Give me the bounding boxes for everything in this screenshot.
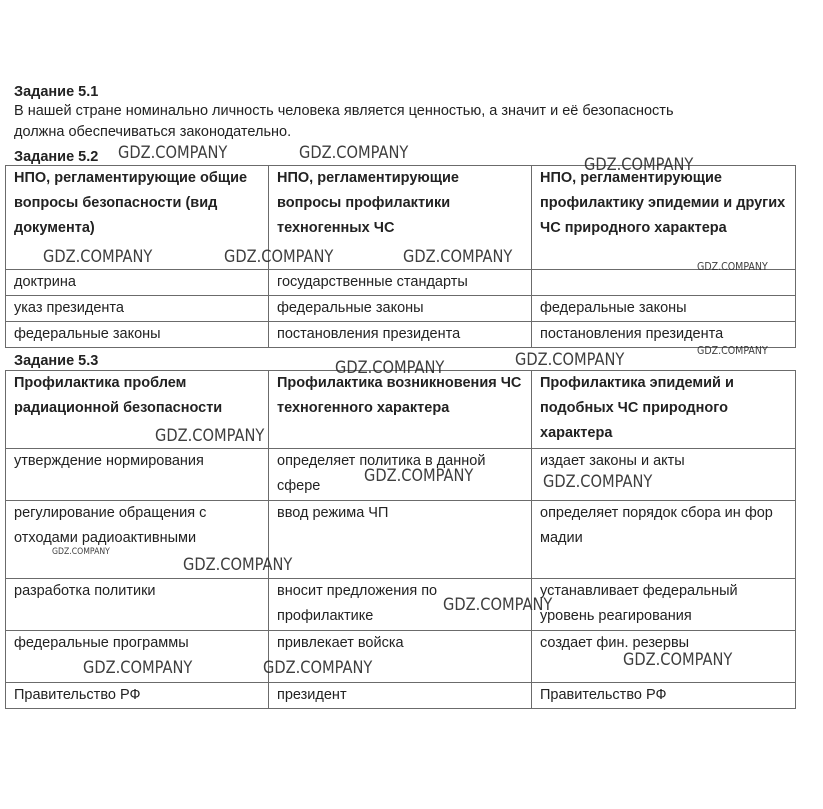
watermark: GDZ.COMPANY <box>584 155 694 175</box>
table-cell: вносит предложения по профилактике <box>269 579 532 631</box>
table-cell: ввод режима ЧП <box>269 501 532 579</box>
table-cell: Правительство РФ <box>6 683 269 709</box>
watermark: GDZ.COMPANY <box>118 143 228 163</box>
task-5-1-line-1: В нашей стране номинально личность человека является ценностью, а значит и её безопасность <box>14 103 674 119</box>
watermark: GDZ.COMPANY <box>224 247 334 267</box>
table-cell: издает законы и акты <box>532 449 796 501</box>
header-cell: Профилактика проблем радиационной безопасности <box>6 371 269 449</box>
watermark: GDZ.COMPANY <box>183 555 293 575</box>
watermark: GDZ.COMPANY <box>364 466 474 486</box>
table-row <box>6 579 796 631</box>
table-cell: указ президента <box>6 296 269 322</box>
table-cell: Правительство РФ <box>532 683 796 709</box>
table-cell: постановления президента <box>532 322 796 348</box>
table-cell: создает фин. резервы <box>532 631 796 683</box>
table-cell: доктрина <box>6 270 269 296</box>
watermark: GDZ.COMPANY <box>299 143 409 163</box>
table-header-row <box>6 371 796 449</box>
watermark: GDZ.COMPANY <box>697 260 768 273</box>
task-5-1-title: Задание 5.1 <box>14 84 99 100</box>
watermark: GDZ.COMPANY <box>52 547 110 557</box>
watermark: GDZ.COMPANY <box>263 658 373 678</box>
table-cell: определяет порядок сбора ин фор мадии <box>532 501 796 579</box>
task-5-3-title: Задание 5.3 <box>14 353 99 369</box>
header-cell: НПО, регламентирующие профилактику эпидемии и других ЧС природного характера <box>532 166 796 270</box>
header-cell: Профилактика эпидемий и подобных ЧС природного характера <box>532 371 796 449</box>
header-cell: Профилактика возникновения ЧС техногенного характера <box>269 371 532 449</box>
task-5-2-title: Задание 5.2 <box>14 149 99 165</box>
table-cell: федеральные законы <box>532 296 796 322</box>
table-cell: постановления президента <box>269 322 532 348</box>
table-row <box>6 683 796 709</box>
header-cell: НПО, регламентирующие вопросы профилактики техногенных ЧС <box>269 166 532 270</box>
watermark: GDZ.COMPANY <box>155 426 265 446</box>
table-cell: федеральные программы <box>6 631 269 683</box>
watermark: GDZ.COMPANY <box>443 595 553 615</box>
table-cell: утверждение нормирования <box>6 449 269 501</box>
task-5-1-line-2: должна обеспечиваться законодательно. <box>14 124 292 140</box>
watermark: GDZ.COMPANY <box>83 658 193 678</box>
table-cell <box>532 270 796 296</box>
table-cell: определяет политика в данной сфере <box>269 449 532 501</box>
watermark: GDZ.COMPANY <box>543 472 653 492</box>
watermark: GDZ.COMPANY <box>335 358 445 378</box>
table-row <box>6 296 796 322</box>
table-cell: президент <box>269 683 532 709</box>
table-row <box>6 501 796 579</box>
table-cell: федеральные законы <box>6 322 269 348</box>
watermark: GDZ.COMPANY <box>515 350 625 370</box>
table-cell: привлекает войска <box>269 631 532 683</box>
watermark: GDZ.COMPANY <box>43 247 153 267</box>
watermark: GDZ.COMPANY <box>403 247 513 267</box>
table-row <box>6 322 796 348</box>
table-cell: устанавливает федеральный уровень реагирования <box>532 579 796 631</box>
header-cell: НПО, регламентирующие общие вопросы безопасности (вид документа) <box>6 166 269 270</box>
watermark: GDZ.COMPANY <box>623 650 733 670</box>
watermark: GDZ.COMPANY <box>697 344 768 357</box>
table-cell: разработка политики <box>6 579 269 631</box>
table-cell: регулирование обращения с отходами радиоактивными <box>6 501 269 579</box>
table-row <box>6 270 796 296</box>
table-cell: федеральные законы <box>269 296 532 322</box>
table-cell: государственные стандарты <box>269 270 532 296</box>
